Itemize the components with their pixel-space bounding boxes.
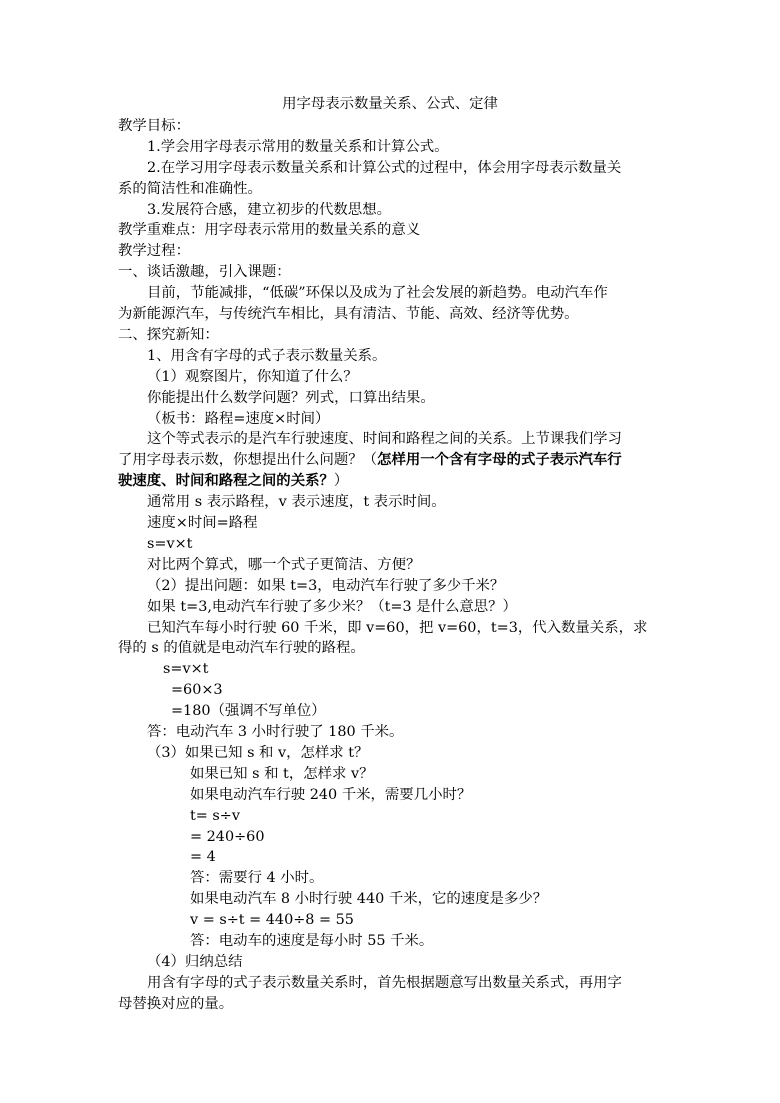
paragraph-line: 母替换对应的量。 — [118, 996, 234, 1012]
paragraph-line: 目前，节能减排，“低碳”环保以及成为了社会发展的新趋势。电动汽车作 — [147, 285, 608, 301]
bold-text-run: 驶速度、时间和路程之间的关系？ — [118, 472, 334, 489]
bold-text-run: 怎样用一个含有字母的式子表示汽车行 — [377, 451, 622, 468]
section-heading: 教学重难点：用字母表示常用的数量关系的意义 — [118, 222, 421, 238]
paragraph-line: 答：电动车的速度是每小时 55 千米。 — [190, 933, 434, 949]
paragraph-line: （3）如果已知 s 和 v，怎样求 t？ — [147, 745, 369, 761]
paragraph-line: （1）观察图片，你知道了什么？ — [147, 369, 358, 385]
text-run: 了用字母表示数，你想提出什么问题？（ — [118, 452, 378, 468]
paragraph-line: 系的简洁性和准确性。 — [118, 181, 262, 197]
formula-line: s=v×t — [147, 536, 193, 552]
paragraph-line: 3.发展符合感，建立初步的代数思想。 — [147, 202, 391, 218]
paragraph-line: 你能提出什么数学问题？列式，口算出结果。 — [147, 390, 435, 406]
paragraph-line: 1、用含有字母的式子表示数量关系。 — [147, 348, 387, 364]
section-heading: 教学目标： — [118, 118, 190, 134]
paragraph-line: 1.学会用字母表示常用的数量关系和计算公式。 — [147, 139, 449, 155]
paragraph-line: 通常用 s 表示路程，v 表示速度，t 表示时间。 — [147, 494, 446, 510]
formula-line: = 4 — [190, 849, 216, 865]
paragraph-line: （2）提出问题：如果 t=3，电动汽车行驶了多少千米？ — [147, 578, 505, 594]
paragraph-line: 如果已知 s 和 t，怎样求 v？ — [190, 766, 374, 782]
section-heading: 教学过程： — [118, 243, 190, 259]
paragraph-line: 得的 s 的值就是电动汽车行驶的路程。 — [118, 640, 365, 656]
paragraph-line: 对比两个算式，哪一个式子更简洁、方便？ — [147, 557, 421, 573]
paragraph-line: 2.在学习用字母表示数量关系和计算公式的过程中，体会用字母表示数量关 — [147, 160, 622, 176]
paragraph-line: （4）归纳总结 — [147, 954, 243, 970]
paragraph-line: 速度×时间=路程 — [147, 515, 258, 531]
paragraph-line: 已知汽车每小时行驶 60 千米，即 v=60，把 v=60，t=3，代入数量关系，求 — [147, 620, 648, 636]
paragraph-line: 如果电动汽车行驶 240 千米，需要几小时？ — [190, 787, 472, 803]
formula-line: t= s÷v — [190, 808, 240, 824]
paragraph-line: 答：需要行 4 小时。 — [190, 870, 324, 886]
text-run: ） — [333, 473, 349, 489]
formula-line: = 240÷60 — [190, 829, 265, 845]
formula-line: v = s÷t = 440÷8 = 55 — [190, 912, 354, 928]
formula-line: s=v×t — [163, 661, 209, 677]
paragraph-line: （板书：路程=速度×时间） — [147, 411, 330, 427]
paragraph-line — [118, 450, 622, 470]
paragraph-line: 如果电动汽车 8 小时行驶 440 千米，它的速度是多少？ — [190, 891, 548, 907]
paragraph-line: 用含有字母的式子表示数量关系时，首先根据题意写出数量关系式，再用字 — [147, 975, 622, 991]
paragraph-line: 为新能源汽车，与传统汽车相比，具有清洁、节能、高效、经济等优势。 — [118, 306, 579, 322]
document-title: 用字母表示数量关系、公式、定律 — [282, 96, 498, 112]
paragraph-line — [118, 471, 348, 491]
paragraph-line: 答：电动汽车 3 小时行驶了 180 千米。 — [147, 724, 404, 740]
paragraph-line: 这个等式表示的是汽车行驶速度、时间和路程之间的关系。上节课我们学习 — [147, 431, 622, 447]
section-heading: 二、探究新知： — [118, 327, 219, 343]
section-heading: 一、谈话激趣，引入课题： — [118, 264, 291, 280]
formula-line: =60×3 — [171, 682, 223, 698]
paragraph-line: 如果 t=3,电动汽车行驶了多少米？（t=3 是什么意思？） — [147, 599, 517, 615]
formula-line: =180（强调不写单位） — [171, 703, 326, 719]
